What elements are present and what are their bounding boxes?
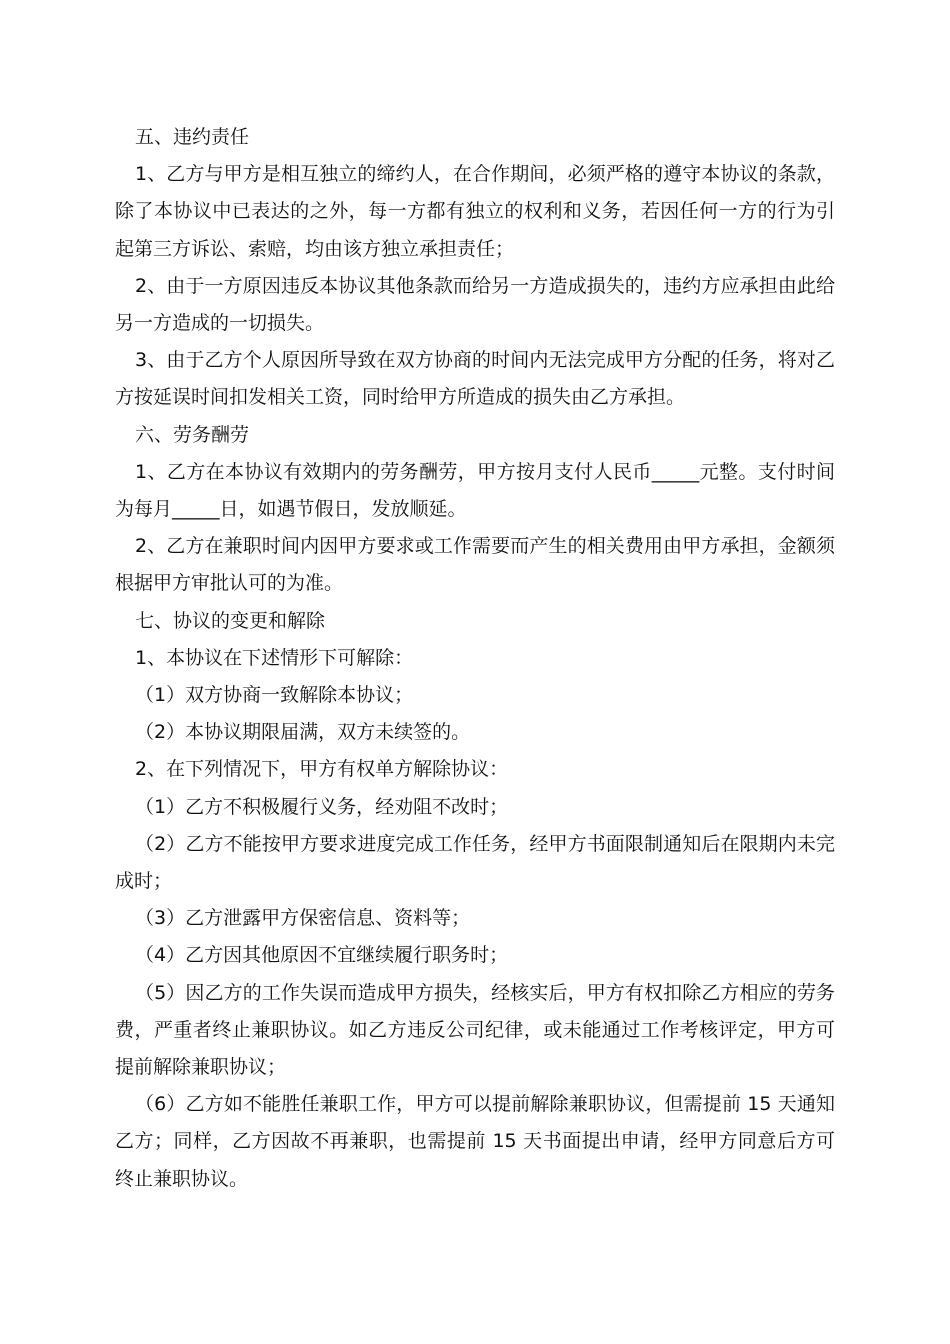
termination-item-1-2: （2）本协议期限届满，双方未续签的。	[135, 721, 471, 744]
section-heading-termination: 七、协议的变更和解除	[135, 609, 326, 632]
termination-item-2-4: （4）乙方因其他原因不宜继续履行职务时；	[135, 944, 509, 967]
termination-item-2-2: （2）乙方不能按甲方要求进度完成工作任务，经甲方书面限制通知后在限期内未完成时；	[115, 832, 835, 893]
termination-item-1-1: （1）双方协商一致解除本协议；	[135, 684, 414, 707]
termination-item-2-1: （1）乙方不积极履行义务，经劝阻不改时；	[135, 795, 509, 818]
breach-clause-2: 2、由于一方原因违反本协议其他条款而给另一方造成损失的，违约方应承担由此给另一方造成的一切损失。	[115, 274, 835, 335]
remuneration-clause-1: 1、乙方在本协议有效期内的劳务酬劳，甲方按月支付人民币_____元整。支付时间为每月_____日，如遇节假日，发放顺延。	[115, 460, 835, 521]
termination-item-2-3: （3）乙方泄露甲方保密信息、资料等；	[135, 907, 471, 930]
termination-item-2-5: （5）因乙方的工作失误而造成甲方损失，经核实后，甲方有权扣除乙方相应的劳务费，严重者终止兼职协议。如乙方违反公司纪律，或未能通过工作考核评定，甲方可提前解除兼职协议；	[115, 981, 835, 1079]
termination-item-2-6: （6）乙方如不能胜任兼职工作，甲方可以提前解除兼职协议，但需提前 15 天通知乙方；同样，乙方因故不再兼职，也需提前 15 天书面提出申请，经甲方同意后方可终止兼职协议。	[115, 1093, 835, 1190]
termination-clause-2: 2、在下列情况下，甲方有权单方解除协议：	[135, 758, 509, 781]
breach-clause-3: 3、由于乙方个人原因所导致在双方协商的时间内无法完成甲方分配的任务，将对乙方按延误时间扣发相关工资，同时给甲方所造成的损失由乙方承担。	[115, 349, 835, 409]
document-body	[115, 119, 835, 1198]
remuneration-clause-2: 2、乙方在兼职时间内因甲方要求或工作需要而产生的相关费用由甲方承担，金额须根据甲方审批认可的为准。	[115, 535, 835, 595]
breach-clause-1: 1、乙方与甲方是相互独立的缔约人，在合作期间，必须严格的遵守本协议的条款，除了本协议中已表达的之外，每一方都有独立的权利和义务，若因任何一方的行为引起第三方诉讼、索赔，均由该方独立承担责任；	[115, 163, 835, 260]
section-heading-breach: 五、违约责任	[135, 126, 250, 148]
termination-clause-1: 1、本协议在下述情形下可解除：	[135, 646, 414, 669]
section-heading-remuneration: 六、劳务酬劳	[135, 423, 250, 446]
